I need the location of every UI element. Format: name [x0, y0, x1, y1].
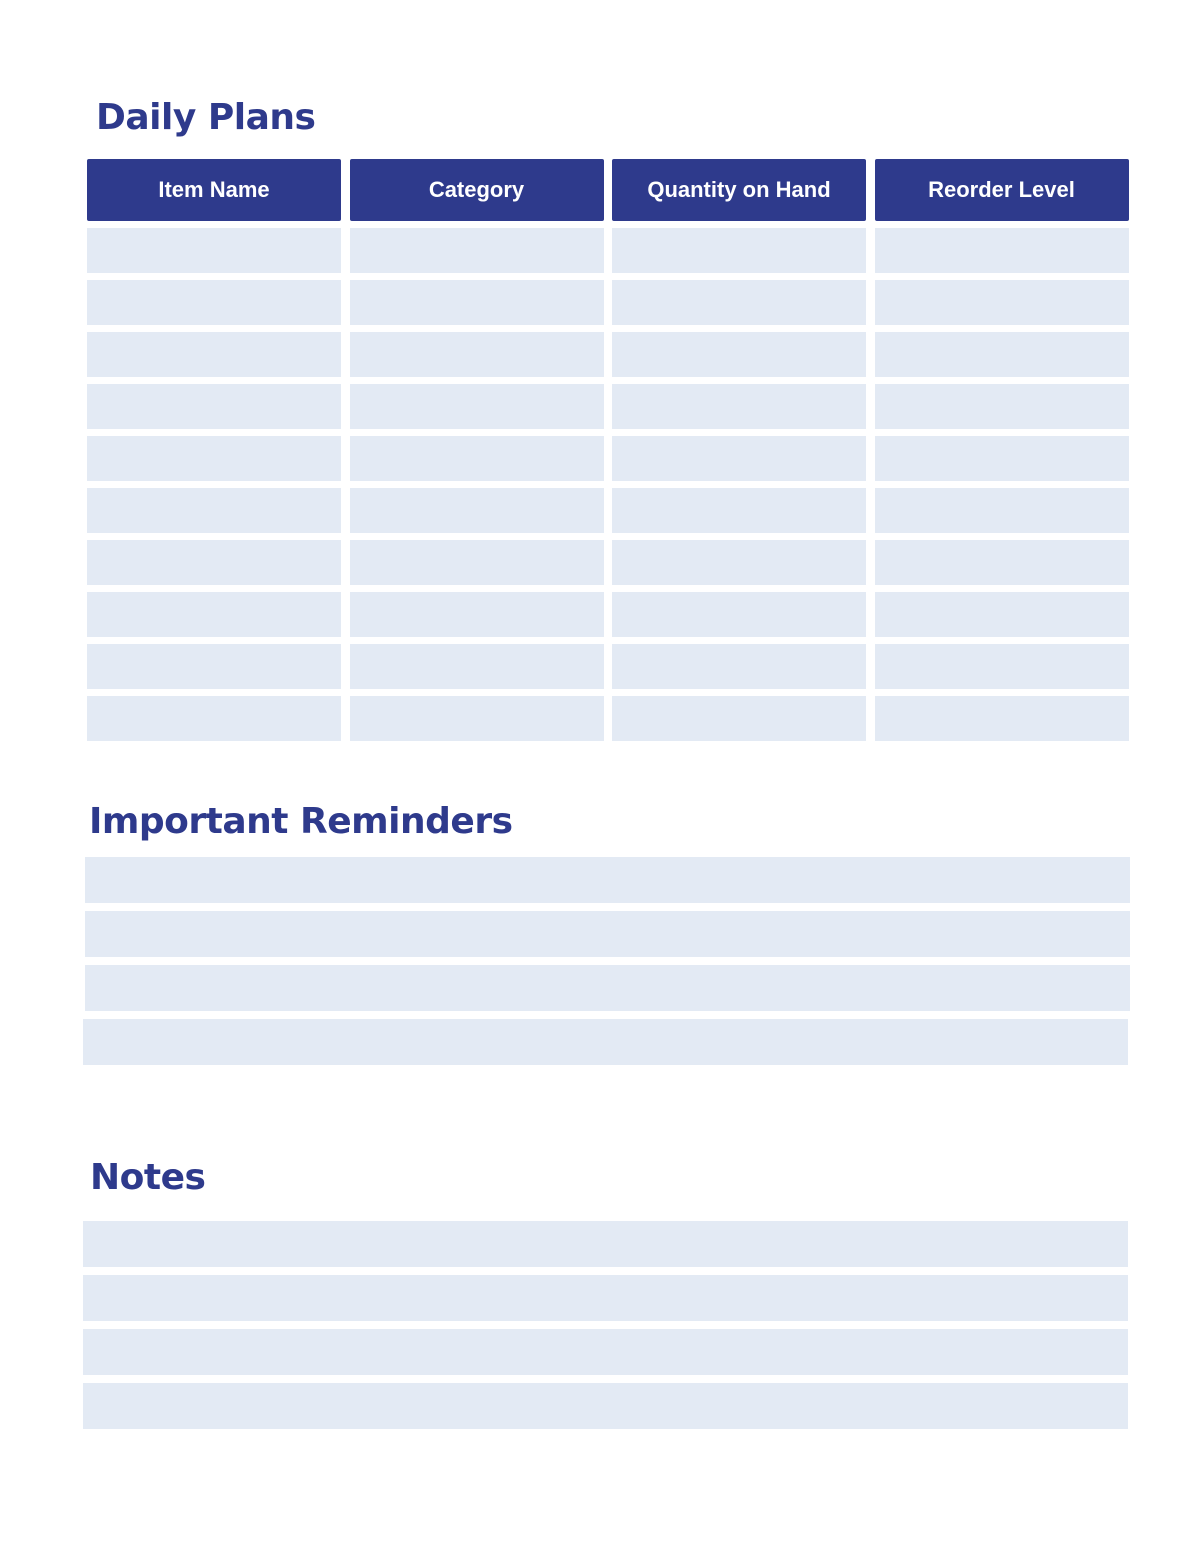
table-cell[interactable] — [612, 696, 866, 741]
table-cell[interactable] — [875, 540, 1129, 585]
table-cell[interactable] — [875, 644, 1129, 689]
table-cell[interactable] — [350, 280, 604, 325]
table-cell[interactable] — [875, 384, 1129, 429]
table-cell[interactable] — [612, 488, 866, 533]
column-header-reorder-level: Reorder Level — [875, 159, 1129, 221]
table-cell[interactable] — [612, 280, 866, 325]
reminder-line[interactable] — [85, 965, 1130, 1011]
table-cell[interactable] — [350, 332, 604, 377]
table-cell[interactable] — [875, 592, 1129, 637]
table-cell[interactable] — [875, 436, 1129, 481]
daily-plans-table — [87, 159, 1128, 748]
note-line[interactable] — [83, 1383, 1128, 1429]
table-cell[interactable] — [875, 696, 1129, 741]
table-cell[interactable] — [87, 280, 341, 325]
reminder-line[interactable] — [83, 1019, 1128, 1065]
table-cell[interactable] — [612, 436, 866, 481]
reminder-line[interactable] — [85, 857, 1130, 903]
note-line[interactable] — [83, 1221, 1128, 1267]
table-cell[interactable] — [612, 228, 866, 273]
table-cell[interactable] — [612, 384, 866, 429]
table-cell[interactable] — [87, 592, 341, 637]
table-cell[interactable] — [87, 436, 341, 481]
table-cell[interactable] — [875, 488, 1129, 533]
table-cell[interactable] — [87, 332, 341, 377]
table-cell[interactable] — [87, 488, 341, 533]
table-cell[interactable] — [875, 280, 1129, 325]
table-cell[interactable] — [87, 540, 341, 585]
table-cell[interactable] — [350, 644, 604, 689]
column-header-item-name: Item Name — [87, 159, 341, 221]
note-line[interactable] — [83, 1329, 1128, 1375]
notes-title: Notes — [90, 1157, 206, 1198]
column-header-quantity-on-hand: Quantity on Hand — [612, 159, 866, 221]
daily-plans-title: Daily Plans — [96, 97, 316, 138]
table-cell[interactable] — [875, 332, 1129, 377]
table-cell[interactable] — [612, 540, 866, 585]
table-cell[interactable] — [612, 592, 866, 637]
reminder-line[interactable] — [85, 911, 1130, 957]
column-header-category: Category — [350, 159, 604, 221]
table-cell[interactable] — [350, 696, 604, 741]
table-cell[interactable] — [875, 228, 1129, 273]
table-cell[interactable] — [87, 228, 341, 273]
table-cell[interactable] — [350, 228, 604, 273]
table-cell[interactable] — [350, 592, 604, 637]
table-cell[interactable] — [350, 384, 604, 429]
table-cell[interactable] — [350, 436, 604, 481]
important-reminders-title: Important Reminders — [89, 801, 513, 842]
table-cell[interactable] — [350, 540, 604, 585]
table-cell[interactable] — [87, 384, 341, 429]
table-cell[interactable] — [612, 644, 866, 689]
note-line[interactable] — [83, 1275, 1128, 1321]
table-cell[interactable] — [612, 332, 866, 377]
table-cell[interactable] — [87, 644, 341, 689]
table-cell[interactable] — [350, 488, 604, 533]
table-cell[interactable] — [87, 696, 341, 741]
